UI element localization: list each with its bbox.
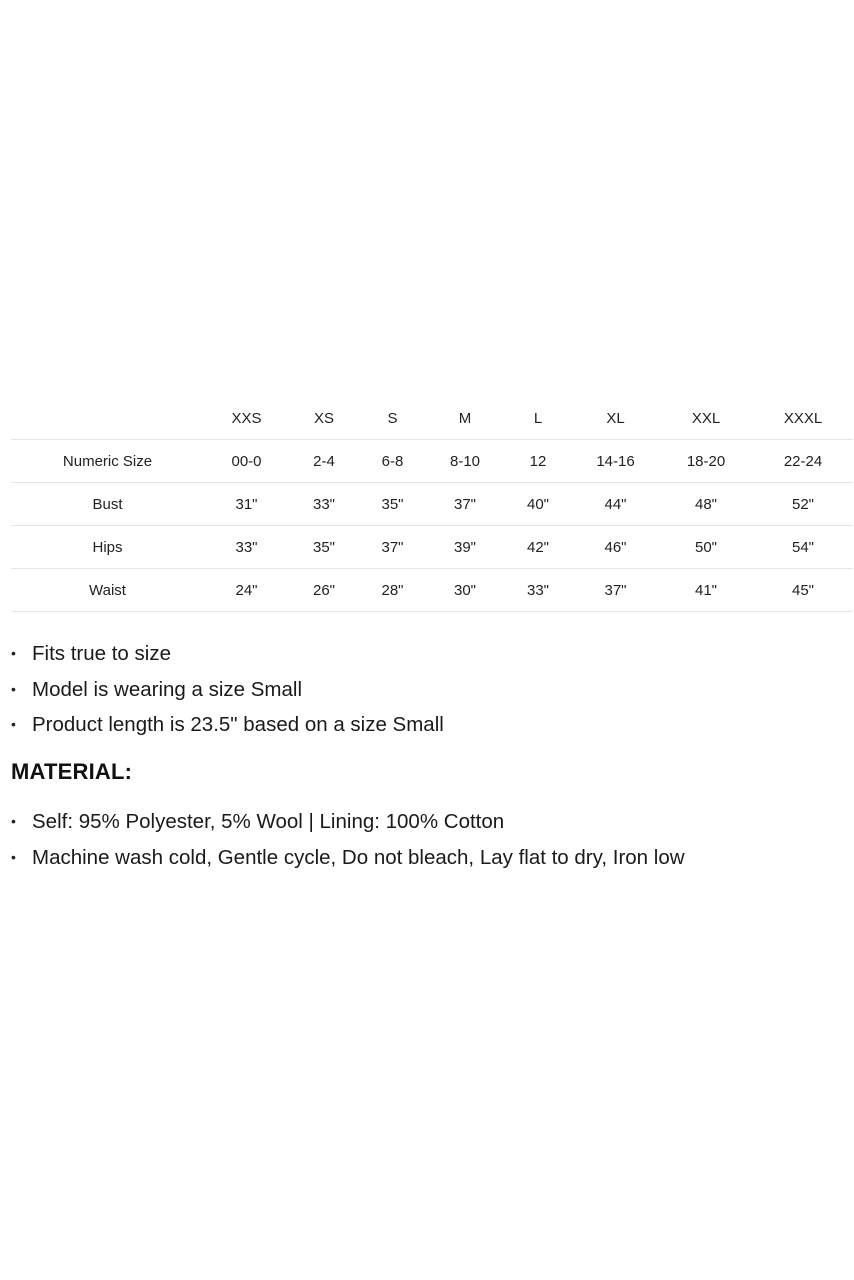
header-m: M: [426, 398, 504, 440]
table-cell: 54": [753, 526, 853, 569]
header-xxl: XXL: [659, 398, 753, 440]
table-cell: 12: [504, 440, 572, 483]
table-cell: 35": [359, 483, 426, 526]
row-label: Bust: [11, 483, 204, 526]
list-item: [11, 707, 841, 743]
table-cell: 37": [572, 569, 659, 612]
table-cell: 24": [204, 569, 289, 612]
row-label: Waist: [11, 569, 204, 612]
list-item: [11, 840, 841, 876]
header-corner: [11, 398, 204, 440]
bullet-icon: •: [11, 716, 16, 732]
material-list: [11, 804, 841, 875]
table-row-waist: [11, 569, 853, 612]
table-row-bust: [11, 483, 853, 526]
table-cell: 18-20: [659, 440, 753, 483]
table-cell: 33": [204, 526, 289, 569]
table-cell: 41": [659, 569, 753, 612]
row-label: Numeric Size: [11, 440, 204, 483]
table-cell: 45": [753, 569, 853, 612]
table-cell: 37": [426, 483, 504, 526]
fit-note-text: Product length is 23.5" based on a size Small: [32, 713, 444, 736]
table-row-numeric-size: [11, 440, 853, 483]
header-xs: XS: [289, 398, 359, 440]
fit-note-text: Model is wearing a size Small: [32, 677, 303, 701]
care-instructions-text: Machine wash cold, Gentle cycle, Do not bleach, Lay flat to dry, Iron low: [32, 845, 685, 869]
table-cell: 42": [504, 526, 572, 569]
table-cell: 2-4: [289, 440, 359, 483]
row-label: Hips: [11, 526, 204, 569]
bullet-icon: •: [11, 680, 16, 697]
table-cell: 6-8: [359, 440, 426, 483]
material-item-text: Self: 95% Polyester, 5% Wool | Lining: 100% Cotton: [32, 810, 505, 833]
list-item: [11, 804, 841, 840]
header-xxs: XXS: [204, 398, 289, 440]
fit-notes-list: [11, 636, 841, 743]
header-s: S: [359, 398, 426, 440]
table-cell: 48": [659, 483, 753, 526]
table-cell: 35": [289, 526, 359, 569]
table-cell: 44": [572, 483, 659, 526]
table-cell: 14-16: [572, 440, 659, 483]
fit-note-text: Fits true to size: [32, 642, 171, 665]
size-chart-table: [11, 398, 853, 612]
bullet-icon: •: [11, 645, 16, 661]
list-item: [11, 636, 841, 672]
bullet-icon: •: [11, 813, 16, 829]
table-cell: 33": [504, 569, 572, 612]
table-cell: 28": [359, 569, 426, 612]
table-cell: 39": [426, 526, 504, 569]
table-cell: 00-0: [204, 440, 289, 483]
table-cell: 37": [359, 526, 426, 569]
header-xxxl: XXXL: [753, 398, 853, 440]
table-cell: 46": [572, 526, 659, 569]
table-cell: 33": [289, 483, 359, 526]
size-header-row: [11, 398, 853, 440]
table-cell: 31": [204, 483, 289, 526]
table-cell: 8-10: [426, 440, 504, 483]
table-cell: 40": [504, 483, 572, 526]
header-xl: XL: [572, 398, 659, 440]
table-row-hips: [11, 526, 853, 569]
table-cell: 30": [426, 569, 504, 612]
table-cell: 26": [289, 569, 359, 612]
table-cell: 52": [753, 483, 853, 526]
table-cell: 22-24: [753, 440, 853, 483]
bullet-icon: •: [11, 848, 16, 865]
header-l: L: [504, 398, 572, 440]
material-heading: MATERIAL:: [11, 759, 133, 784]
list-item: [11, 672, 841, 708]
table-cell: 50": [659, 526, 753, 569]
